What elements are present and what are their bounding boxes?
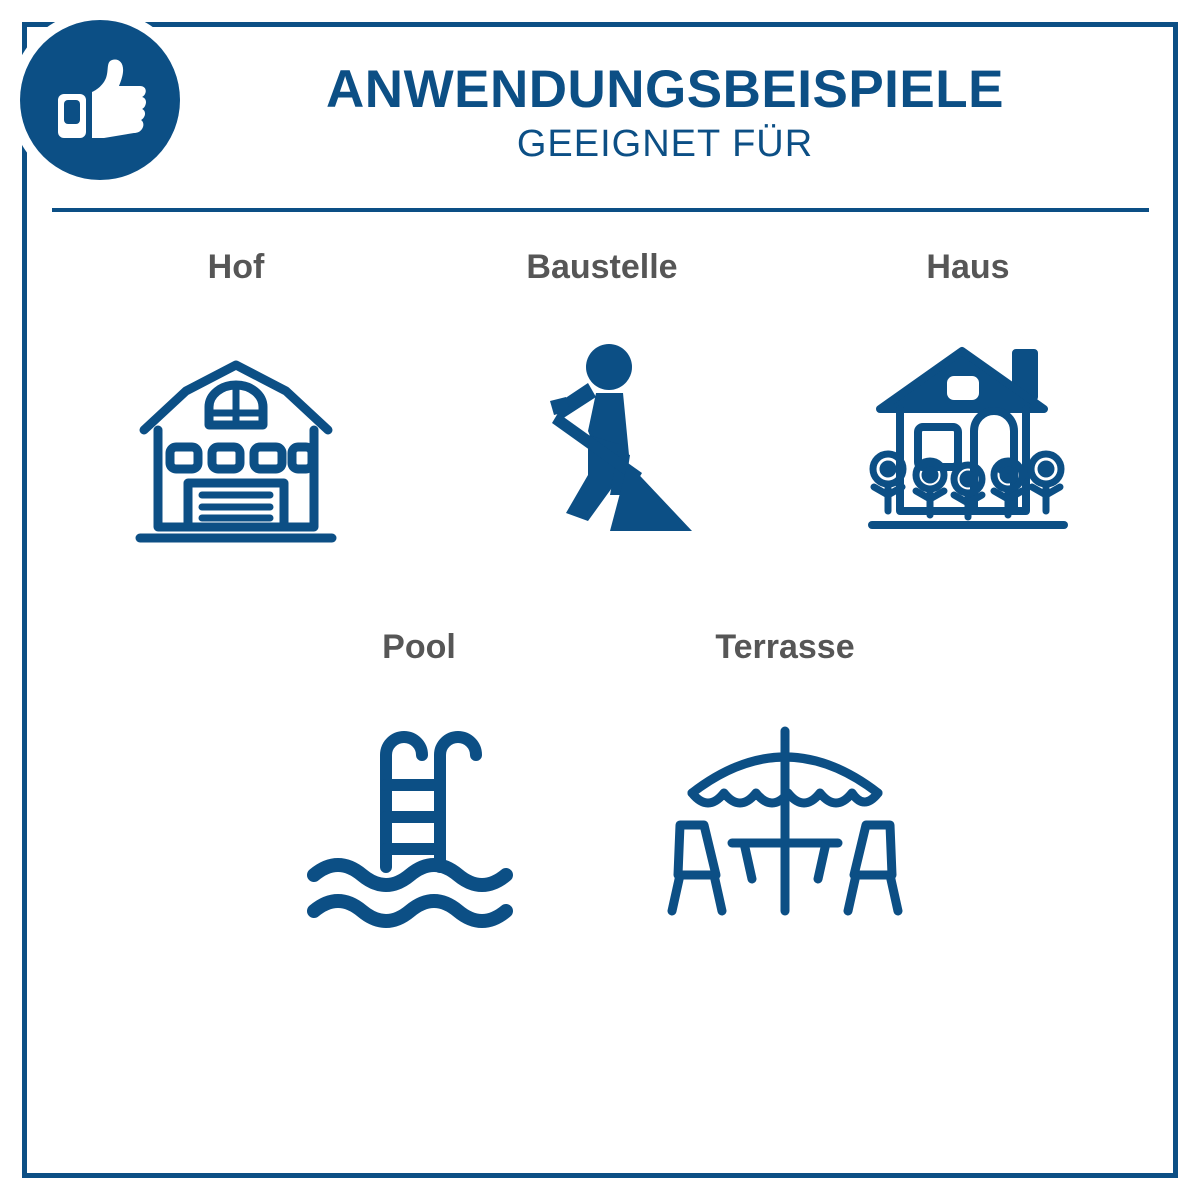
example-label: Hof — [207, 248, 265, 286]
header-divider — [52, 208, 1149, 212]
house-with-flowers-icon — [843, 320, 1093, 570]
thumbs-up-icon — [48, 48, 152, 152]
example-item-haus — [785, 250, 1151, 570]
example-item-baustelle — [419, 250, 785, 570]
construction-worker-icon — [477, 320, 727, 570]
example-label: Haus — [926, 248, 1010, 286]
examples-row-1 — [52, 250, 1152, 570]
example-item-hof — [53, 250, 419, 570]
example-item-terrasse — [602, 630, 968, 950]
example-label: Terrasse — [715, 628, 855, 666]
barn-icon — [111, 320, 361, 570]
thumbs-up-badge — [20, 20, 180, 180]
page-title: ANWENDUNGSBEISPIELE — [326, 60, 1004, 119]
example-label: Baustelle — [526, 248, 678, 286]
example-label: Pool — [382, 628, 456, 666]
examples-grid — [52, 250, 1152, 950]
patio-umbrella-icon — [660, 700, 910, 950]
example-item-pool — [236, 630, 602, 950]
examples-row-2 — [52, 630, 1152, 950]
header — [200, 62, 1130, 165]
page-subtitle: GEEIGNET FÜR — [516, 123, 814, 166]
swimming-pool-icon — [294, 700, 544, 950]
